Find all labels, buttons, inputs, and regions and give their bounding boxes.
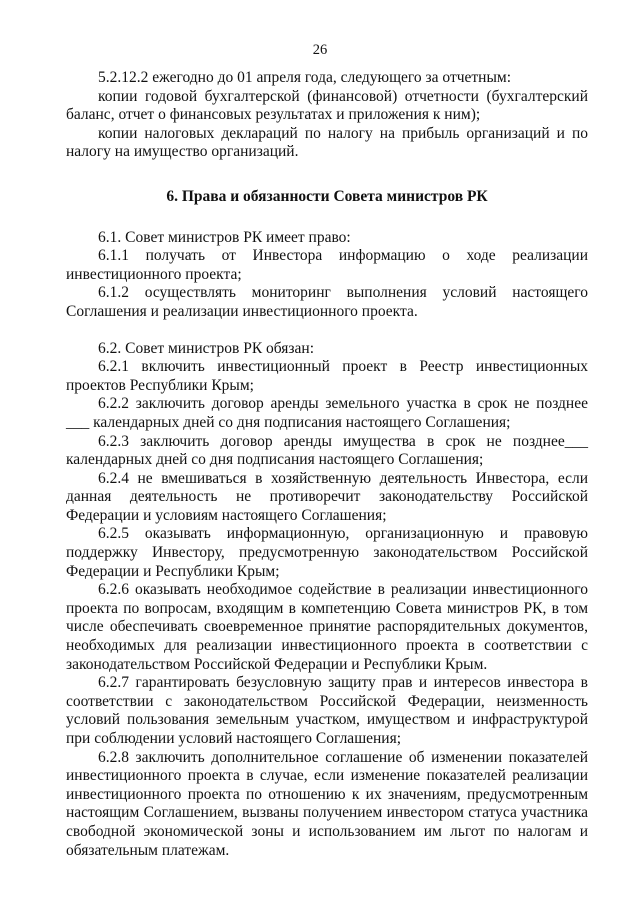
section-6-heading: 6. Права и обязанности Совета министров РК [166, 187, 488, 205]
clause-6-2-2: 6.2.2 заключить договор аренды земельного участка в срок не позднее ___ календарных дней со дня подписания настоящего Соглашения; [66, 395, 588, 431]
clause-6-2-8: 6.2.8 заключить дополнительное соглашение об изменении показателей инвестиционного проекта в случае, если изменение показателей реализации инвестиционного проекта по отношению к их значениям, предусмотренным настоящим Соглашением, вызваны получением инвестором статуса участника свободной экономической зоны и использованием им льгот по налогам и обязательным платежам. [66, 748, 588, 859]
clause-6-2-7: 6.2.7 гарантировать безусловную защиту прав и интересов инвестора в соответствии с законодательством Российской Федерации, неизменность условий пользования земельным участком, имуществом и инфраструктурой при соблюдении условий настоящего Соглашения; [66, 674, 588, 747]
clause-6-1-1: 6.1.1 получать от Инвестора информацию о ходе реализации инвестиционного проекта; [66, 247, 588, 283]
clause-6-2-3: 6.2.3 заключить договор аренды имущества в срок не позднее___ календарных дней со дня подписания настоящего Соглашения; [66, 432, 588, 469]
clause-6-2-1: 6.2.1 включить инвестиционный проект в Реестр инвестиционных проектов Республики Крым; [66, 358, 588, 394]
clause-tax-declarations: копии налоговых деклараций по налогу на прибыль организаций и по налогу на имущество организаций. [66, 124, 588, 161]
document-body [66, 69, 588, 860]
clause-financial-statements: копии годовой бухгалтерской (финансовой) отчетности (бухгалтерский баланс, отчет о финансовых результатах и приложения к ним); [66, 87, 588, 124]
clause-6-2: 6.2. Совет министров РК обязан: [98, 339, 315, 357]
clause-6-1-2: 6.1.2 осуществлять мониторинг выполнения условий настоящего Соглашения и реализации инвестиционного проекта. [66, 284, 588, 320]
page-number: 26 [312, 42, 328, 58]
clause-6-2-4: 6.2.4 не вмешиваться в хозяйственную деятельность Инвестора, если данная деятельность не противоречит законодательству Российской Федерации и условиям настоящего Соглашения; [66, 469, 588, 524]
clause-6-2-5: 6.2.5 оказывать информационную, организационную и правовую поддержку Инвестору, предусмотренную законодательством Российской Федерации и Республики Крым; [66, 525, 588, 580]
clause-6-2-6: 6.2.6 оказывать необходимое содействие в реализации инвестиционного проекта по вопросам, входящим в компетенцию Совета министров РК, в том числе обеспечивать своевременное принятие распорядительных документов, необходимых для реализации инвестиционного проекта в соответствии с законодательством Российской Федерации и Республики Крым. [66, 581, 588, 673]
clause-6-1: 6.1. Совет министров РК имеет право: [98, 228, 351, 246]
clause-5-2-12-2: 5.2.12.2 ежегодно до 01 апреля года, следующего за отчетным: [98, 69, 511, 86]
